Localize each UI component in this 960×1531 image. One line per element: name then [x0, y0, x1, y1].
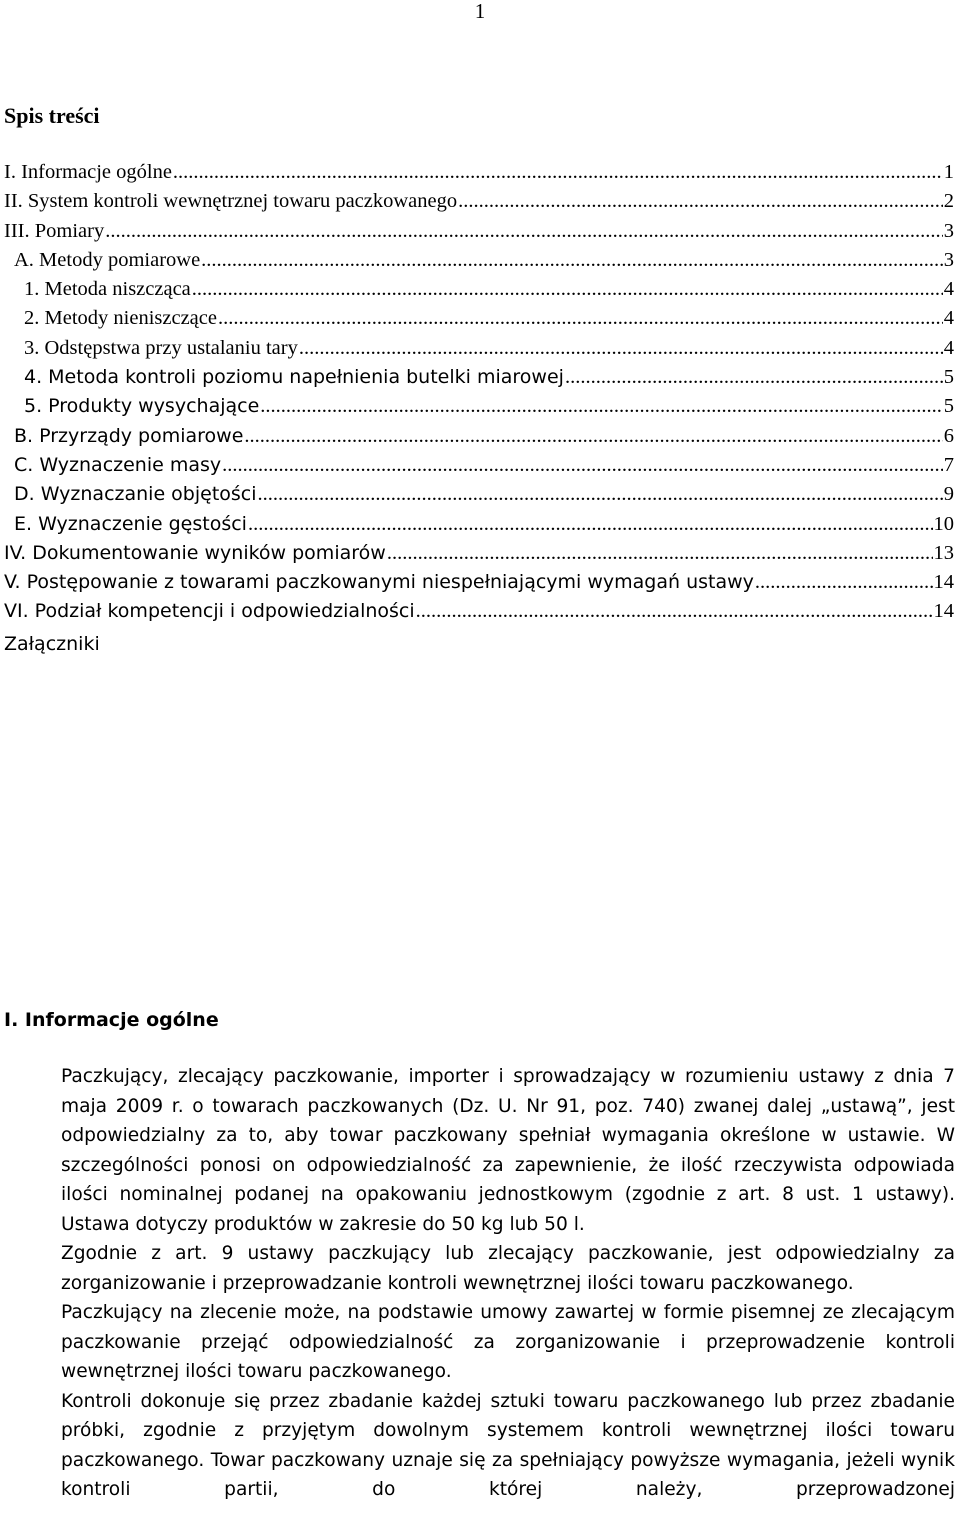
toc-entry[interactable]	[4, 366, 954, 395]
paragraph: Kontroli dokonuje się przez zbadanie każdej sztuki towaru paczkowanego lub przez zbadanie próbki, zgodnie z przyjętym dowolnym systemem kontroli wewnętrznej ilości towaru paczkowanego. Towar paczkowany uznaje się za spełniający powyższe wymagania, jeżeli wynik kontroli partii, do której należy, przeprowadzonej	[61, 1390, 955, 1500]
toc-entry-label: D. Wyznaczanie objętości	[14, 483, 257, 506]
toc-leader-dots	[416, 600, 933, 623]
toc-leader-dots	[222, 454, 943, 477]
toc-entry-page: 10	[933, 512, 954, 535]
toc-leader-dots	[755, 571, 933, 594]
toc-leader-dots	[244, 425, 942, 448]
toc-entry[interactable]	[4, 337, 954, 366]
toc-entry-page: 14	[933, 571, 954, 594]
toc-entry[interactable]	[4, 454, 954, 483]
paragraph: Zgodnie z art. 9 ustawy paczkujący lub zlecający paczkowanie, jest odpowiedzialny za zorganizowanie i przeprowadzanie kontroli wewnętrznej ilości towaru paczkowanego.	[61, 1243, 955, 1294]
toc-entry-label: C. Wyznaczenie masy	[14, 453, 222, 476]
toc-entry-page: 4	[943, 278, 954, 301]
toc-entry-label: 3. Odstępstwa przy ustalaniu tary	[24, 336, 298, 359]
toc-entry-page: 1	[943, 161, 954, 183]
toc-entry-page: 13	[933, 541, 954, 564]
toc-entry-page: 14	[933, 600, 954, 623]
toc-entry-page: 6	[943, 424, 954, 447]
toc-entry[interactable]	[4, 161, 954, 190]
toc-leader-dots	[260, 395, 942, 418]
table-of-contents	[4, 161, 954, 659]
toc-entry-label: V. Postępowanie z towarami paczkowanymi niespełniającymi wymagań ustawy	[4, 571, 754, 594]
toc-entry[interactable]	[4, 395, 954, 424]
section-body	[61, 1062, 955, 1505]
toc-leader-dots	[218, 307, 943, 330]
toc-entry-page: 4	[943, 336, 954, 359]
toc-title: Spis treści	[4, 103, 100, 128]
toc-leader-dots	[192, 278, 943, 301]
toc-entry[interactable]	[4, 600, 954, 629]
toc-entry-label: A. Metody pomiarowe	[14, 248, 201, 271]
toc-entry[interactable]	[4, 513, 954, 542]
toc-entry-label: B. Przyrządy pomiarowe	[14, 424, 244, 447]
toc-entry[interactable]	[4, 307, 954, 336]
toc-entry-label: III. Pomiary	[4, 219, 105, 242]
toc-entry-page: 3	[943, 219, 954, 242]
toc-entry-page: 7	[943, 453, 954, 476]
toc-entry-page: 4	[943, 307, 954, 330]
toc-leader-dots	[173, 161, 943, 184]
paragraph: Paczkujący, zlecający paczkowanie, importer i sprowadzający w rozumieniu ustawy z dnia 7 maja 2009 r. o towarach paczkowanych (Dz. U. Nr 91, poz. 740) zwanej dalej „ustawą”, jest odpowiedzialny za to, aby towar paczkowany spełniał wymagania określone w ustawie. W szczególności ponosi on odpowiedzialność za zapewnienie, że ilość rzeczywista odpowiada ilości nominalnej podanej na opakowaniu jednostkowym (zgodnie z art. 8 ust. 1 ustawy). Ustawa dotyczy produktów w zakresie do 50 kg lub 50 l.	[61, 1066, 955, 1235]
toc-entry[interactable]	[4, 278, 954, 307]
toc-entry[interactable]	[4, 571, 954, 600]
toc-attachments[interactable]: Załączniki	[4, 632, 100, 655]
section-title: I. Informacje ogólne	[4, 1009, 219, 1031]
toc-entry-label: VI. Podział kompetencji i odpowiedzialności	[4, 600, 415, 623]
page-number: 1	[474, 0, 486, 23]
toc-entry[interactable]	[4, 220, 954, 249]
toc-leader-dots	[565, 366, 943, 389]
toc-entry-page: 2	[943, 190, 954, 213]
toc-entry[interactable]	[4, 483, 954, 512]
toc-leader-dots	[201, 249, 943, 272]
toc-entry[interactable]	[4, 190, 954, 219]
paragraph: Paczkujący na zlecenie może, na podstawie umowy zawartej w formie pisemnej ze zlecającym paczkowanie przejąć odpowiedzialność za zorganizowanie i przeprowadzenie kontroli wewnętrznej ilości towaru paczkowanego.	[61, 1302, 955, 1382]
toc-entry-label: I. Informacje ogólne	[4, 161, 172, 183]
toc-entry-label: 5. Produkty wysychające	[24, 395, 260, 418]
toc-leader-dots	[458, 190, 943, 213]
toc-entry-page: 5	[943, 366, 954, 389]
toc-leader-dots	[299, 337, 943, 360]
toc-entry-label: II. System kontroli wewnętrznej towaru paczkowanego	[4, 190, 458, 213]
toc-entry[interactable]	[4, 249, 954, 278]
toc-entry-label: E. Wyznaczenie gęstości	[14, 512, 247, 535]
toc-leader-dots	[258, 483, 943, 506]
toc-leader-dots	[105, 220, 943, 243]
toc-entry-page: 3	[943, 248, 954, 271]
toc-entry-page: 9	[943, 483, 954, 506]
toc-entry-label: 2. Metody nieniszczące	[24, 307, 217, 330]
toc-leader-dots	[248, 513, 933, 536]
toc-entry-label: IV. Dokumentowanie wyników pomiarów	[4, 541, 386, 564]
toc-leader-dots	[387, 542, 933, 565]
toc-entry-label: 1. Metoda niszcząca	[24, 278, 191, 301]
toc-entry-page: 5	[943, 395, 954, 418]
toc-entry-label: 4. Metoda kontroli poziomu napełnienia butelki miarowej	[24, 366, 564, 389]
toc-entry[interactable]	[4, 425, 954, 454]
toc-entry[interactable]	[4, 542, 954, 571]
